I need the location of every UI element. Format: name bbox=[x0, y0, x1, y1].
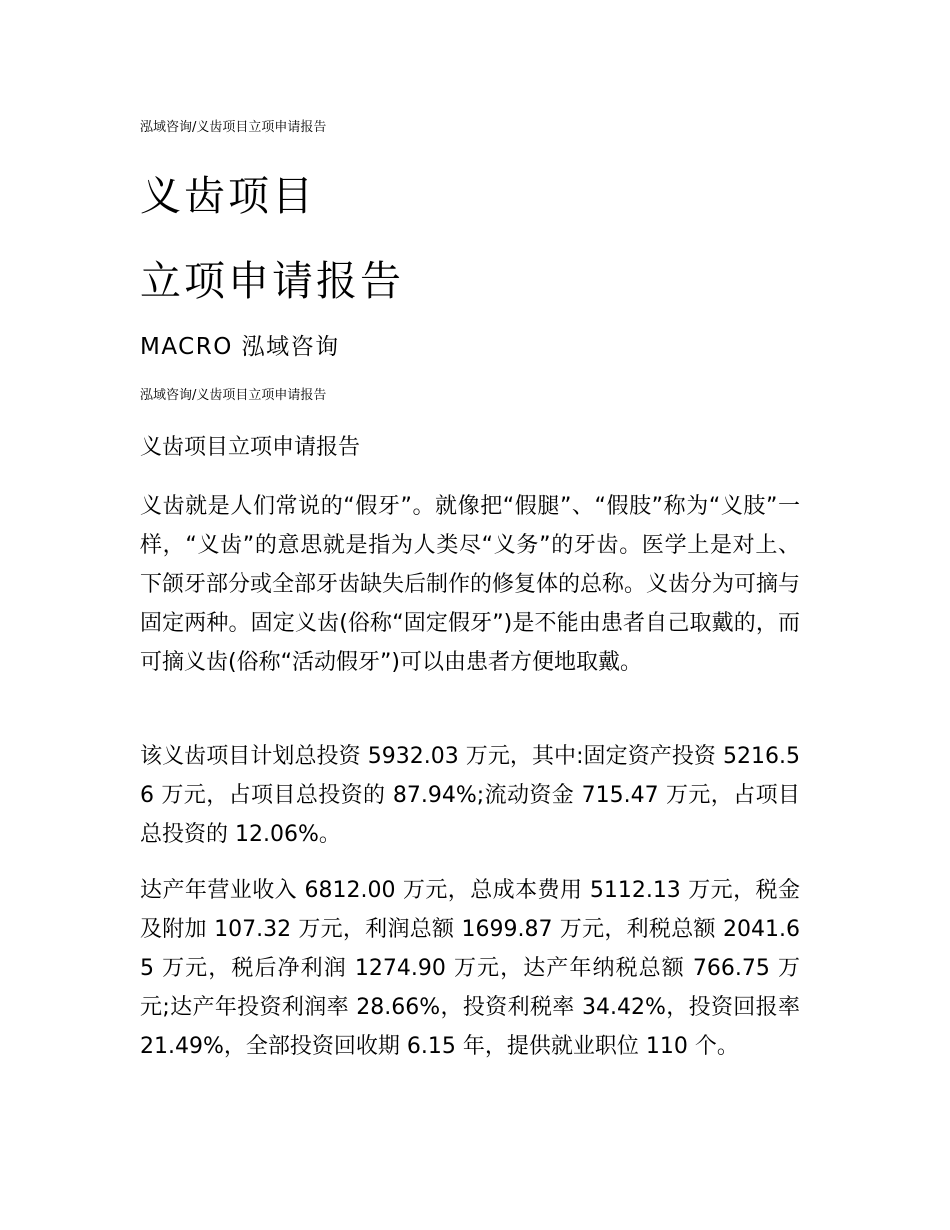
cover-title-line1: 义齿项目 bbox=[140, 172, 316, 220]
body-running-header: 泓域咨询/义齿项目立项申请报告 bbox=[140, 388, 327, 403]
cover-title-line2: 立项申请报告 bbox=[140, 257, 404, 305]
running-header: 泓域咨询/义齿项目立项申请报告 bbox=[140, 120, 327, 135]
document-title: 义齿项目立项申请报告 bbox=[140, 435, 361, 460]
paragraph-investment: 该义齿项目计划总投资 5932.03 万元，其中:固定资产投资 5216.56 万元，占项目总投资的 87.94%;流动资金 715.47 万元，占项目总投资的 12.06%。 bbox=[140, 744, 800, 847]
brand-name: MACRO 泓域咨询 bbox=[140, 334, 340, 360]
paragraph-definition: 义齿就是人们常说的“假牙”。就像把“假腿”、“假肢”称为“义肢”一样，“义齿”的意思就是指为人类尽“义务”的牙齿。医学上是对上、下颌牙部分或全部牙齿缺失后制作的修复体的总称。义齿分为可摘与固定两种。固定义齿(俗称“固定假牙”)是不能由患者自己取戴的，而可摘义齿(俗称“活动假牙”)可以由患者方便地取戴。 bbox=[140, 494, 801, 675]
paragraph-financials: 达产年营业收入 6812.00 万元，总成本费用 5112.13 万元，税金及附加 107.32 万元，利润总额 1699.87 万元，利税总额 2041.65 万元，税后净利润 1274.90 万元，达产年纳税总额 766.75 万元;达产年投资利润率 28.66%，投资利税率 34.42%，投资回报率 21.49%，全部投资回收期 6.15 年，提供就业职位 110 个。 bbox=[140, 878, 800, 1059]
